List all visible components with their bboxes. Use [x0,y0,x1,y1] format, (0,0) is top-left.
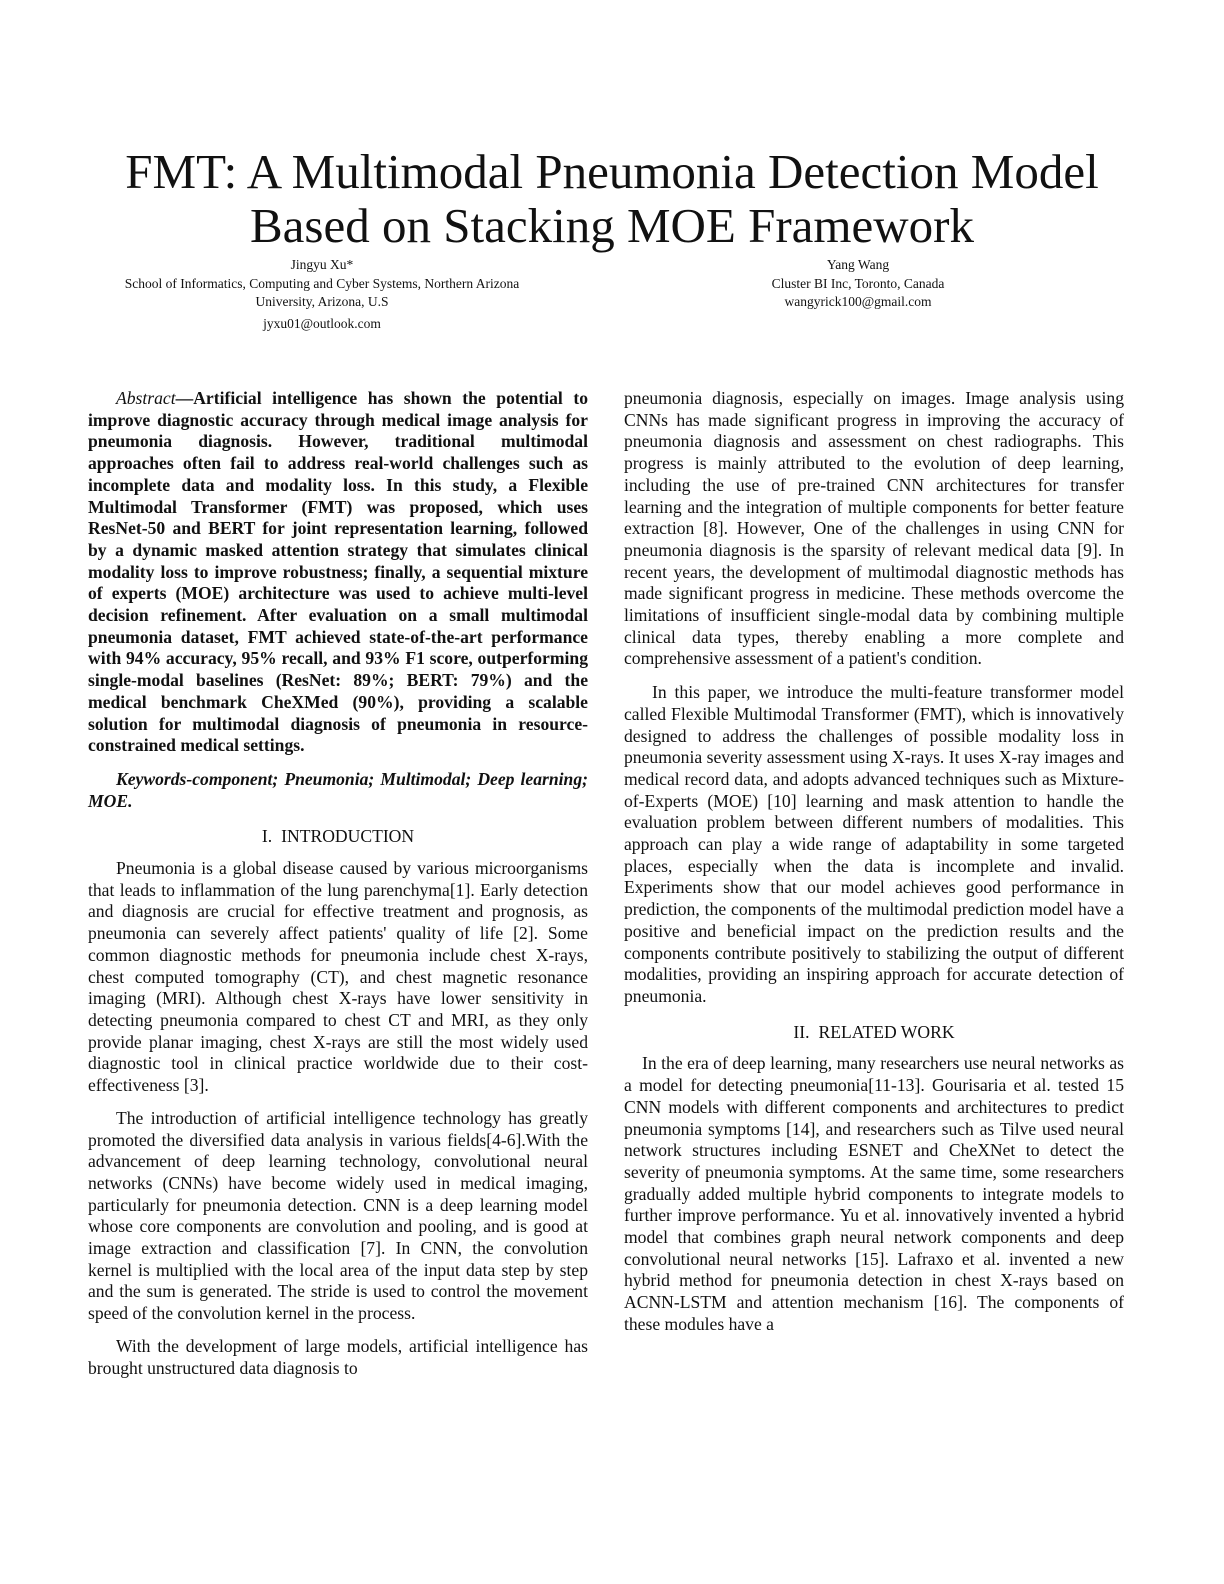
section-heading-related-work [624,1022,1124,1044]
intro-paragraph-4: In this paper, we introduce the multi-feature transformer model called Flexible Multimodal Transformer (FMT), which is innovatively designed to address the challenges of possible modality loss in pneumonia severity assessment using X-rays. It uses X-ray images and medical record data, and adopts advanced techniques such as Mixture-of-Experts (MOE) [10] learning and mask attention to handle the evaluation problem between different numbers of modalities. This approach can play a wide range of adaptability in some targeted places, especially when the data is incomplete and invalid. Experiments show that our model achieves good performance in prediction, the components of the multimodal prediction model have a positive and beneficial impact on the prediction results and the components contribute positively to stabilizing the output of different modalities, providing an inspiring approach for accurate detection of pneumonia. [624,682,1124,1006]
keywords: Keywords-component; Pneumonia; Multimodal; Deep learning; MOE. [88,768,588,811]
section-title: RELATED WORK [818,1021,955,1042]
section-number: I. [261,826,273,847]
author-affiliation: Cluster BI Inc, Toronto, Canada [771,275,945,291]
section-title: INTRODUCTION [281,826,415,847]
title-line-1: FMT: A Multimodal Pneumonia Detection Model [125,144,1099,199]
author-name: Jingyu Xu* [290,257,354,272]
right-column [624,388,1124,1336]
intro-paragraph-1: Pneumonia is a global disease caused by various microorganisms that leads to inflammation of the lung parenchyma[1]. Early detection and diagnosis are crucial for effective treatment and prognosis, as pneumonia can severely affect patients' quality of life [2]. Some common diagnostic methods for pneumonia include chest X-rays, chest computed tomography (CT), and chest magnetic resonance imaging (MRI). Although chest X-rays have lower sensitivity in detecting pneumonia compared to chest CT and MRI, as they only provide planar imaging, chest X-rays are still the most widely used diagnostic tool in clinical practice worldwide due to their cost-effectiveness [3]. [88,858,588,1096]
author-affiliation: School of Informatics, Computing and Cyber Systems, Northern Arizona University, Arizona, U.S [124,275,520,309]
title-line-2: Based on Stacking MOE Framework [250,198,974,253]
author-email: jyxu01@outlook.com [263,315,381,331]
paper-title [60,145,1164,253]
section-heading-introduction [88,826,588,848]
section-number: II. [793,1021,810,1042]
author-name: Yang Wang [826,257,890,272]
abstract-text: Artificial intelligence has shown the potential to improve diagnostic accuracy through medical image analysis for pneumonia diagnosis. However, traditional multimodal approaches often fail to address real-world challenges such as incomplete data and modality loss. In this study, a Flexible Multimodal Transformer (FMT) was proposed, which uses ResNet-50 and BERT for joint representation learning, followed by a dynamic masked attention strategy that simulates clinical modality loss to improve robustness; finally, a sequential mixture of experts (MOE) architecture was used to achieve multi-level decision refinement. After evaluation on a small multimodal pneumonia dataset, FMT achieved state-of-the-art performance with 94% accuracy, 95% recall, and 93% F1 score, outperforming single-modal baselines (ResNet: 89%; BERT: 79%) and the medical benchmark CheXMed (90%), providing a scalable solution for multimodal diagnosis of pneumonia in resource-constrained medical settings. [88,388,588,756]
author-block-1 [100,256,544,333]
intro-paragraph-3: With the development of large models, artificial intelligence has brought unstructured data diagnosis to [88,1335,588,1378]
abstract-label: Abstract [116,388,176,408]
intro-paragraph-3-continued: pneumonia diagnosis, especially on images. Image analysis using CNNs has made significant progress in improving the accuracy of pneumonia diagnosis and assessment on chest radiographs. This progress is mainly attributed to the evolution of deep learning, including the use of pre-trained CNN architectures for transfer learning and the integration of multiple components for better feature extraction [8]. However, One of the challenges in using CNN for pneumonia diagnosis is the sparsity of relevant medical data [9]. In recent years, the development of multimodal diagnostic methods has made significant progress in medicine. These methods overcome the limitations of insufficient single-modal data by combining multiple clinical data types, thereby enabling a more complete and comprehensive assessment of a patient's condition. [624,388,1124,669]
left-column [88,388,588,1379]
author-email: wangyrick100@gmail.com [784,294,932,309]
intro-paragraph-2: The introduction of artificial intelligence technology has greatly promoted the diversified data analysis in various fields[4-6].With the advancement of deep learning technology, convolutional neural networks (CNNs) have become widely used in medical imaging, particularly for pneumonia detection. CNN is a deep learning model whose core components are convolution and pooling, and is good at image extraction and classification [7]. In CNN, the convolution kernel is multiplied with the local area of the input data step by step and the sum is generated. The stride is used to control the movement speed of the convolution kernel in the process. [88,1107,588,1324]
author-block-2 [700,256,1016,312]
related-work-paragraph-1: In the era of deep learning, many researchers use neural networks as a model for detecting pneumonia[11-13]. Gourisaria et al. tested 15 CNN models with different components and architectures to predict pneumonia symptoms [14], and researchers such as Tilve used neural network structures including ESNET and CheXNet to detect the severity of pneumonia symptoms. At the same time, some researchers gradually added multiple hybrid components to integrate models to further improve performance. Yu et al. innovatively invented a hybrid model that combines graph neural network components and deep convolutional neural networks [15]. Lafraxo et al. invented a new hybrid method for pneumonia detection in chest X-rays based on ACNN-LSTM and attention mechanism [16]. The components of these modules have a [624,1053,1124,1334]
abstract-dash: — [175,388,194,408]
abstract [88,388,588,757]
